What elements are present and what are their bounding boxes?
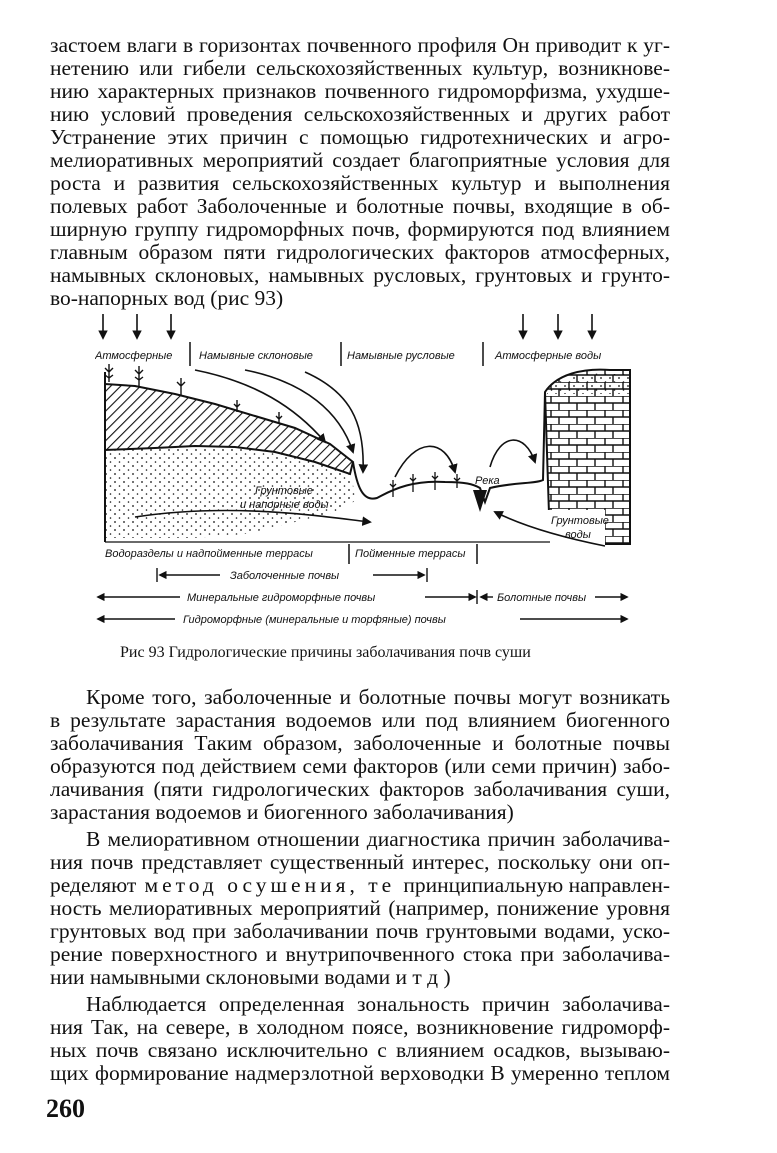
text-fragment: принципиальную направлен-: [403, 873, 670, 897]
emphasized-text: метод осушения, те: [144, 873, 396, 897]
text-line-spaced: [50, 874, 670, 897]
figure-hydrological-causes: [95, 312, 635, 637]
text-line: нии намывными склоновыми водами и т д ): [50, 965, 451, 989]
label-floodplain: Пойменные террасы: [355, 548, 466, 560]
text-line: ширную группу гидроморфных почв, формируются под влиянием: [50, 217, 670, 241]
text-line: рение поверхностного и внутрипочвенного стока при заболачива-: [50, 942, 670, 966]
label-bog-soils: Болотные почвы: [497, 592, 587, 604]
label-channel-wash: Намывные русловые: [347, 350, 455, 362]
ground-surface: [353, 392, 545, 502]
text-line: Устранение этих причин с помощью гидротехнических и агро-: [50, 125, 670, 149]
text-line: Кроме того, заболоченные и болотные почвы могут возникать: [86, 685, 670, 709]
text-line: застоем влаги в горизонтах почвенного профиля Он приводит к уг-: [50, 33, 670, 57]
label-gleyed-soils: Заболоченные почвы: [230, 570, 340, 582]
label-watersheds: Водоразделы и надпойменные террасы: [105, 548, 313, 560]
text-line: В мелиоративном отношении диагностика причин заболачива-: [86, 827, 670, 851]
brick-top-cap: [547, 374, 630, 394]
text-line: полевых работ Заболоченные и болотные почвы, входящие в об-: [50, 194, 670, 218]
text-line: Наблюдается определенная зональность причин заболачива-: [86, 992, 670, 1016]
text-line: заболачивания Таким образом, заболоченные и болотные почвы: [50, 731, 670, 755]
label-river: Река: [475, 475, 500, 487]
text-line: нетению или гибели сельскохозяйственных культур, возникнове-: [50, 56, 670, 80]
figure-caption: Рис 93 Гидрологические причины заболачивания почв суши: [120, 644, 531, 661]
floodplain-plants: [390, 472, 460, 497]
label-ground-pressure-1: Грунтовые: [255, 485, 313, 497]
label-slope-wash: Намывные склоновые: [199, 350, 313, 362]
text-line: зарастания водоемов и биогенного заболачивания): [50, 800, 514, 824]
text-line: ность мелиоративных мероприятий (например, понижение уровня: [50, 896, 670, 920]
text-line: нию условий проведения сельскохозяйственных и других работ: [50, 102, 670, 126]
text-line: лачивания (пяти гидрологических факторов заболачивания суши,: [50, 777, 670, 801]
text-line: намывных склоновых, намывных русловых, грунтовых и грунто-: [50, 263, 670, 287]
text-line: роста и развития сельскохозяйственных культур и выполнения: [50, 171, 670, 195]
rain-arrows-left: [103, 314, 171, 338]
label-ground-right-2: воды: [565, 529, 591, 541]
rain-arrows-right: [523, 314, 592, 338]
text-line: мелиоративных мероприятий создает благоприятные условия для: [50, 148, 670, 172]
channel-arcs: [395, 440, 535, 477]
text-line: грунтовых вод при заболачивании почв грунтовыми водами, уско-: [50, 919, 670, 943]
text-line: образуются под действием семи факторов (или семи причин) забо-: [50, 754, 670, 778]
text-line: главным образом пяти гидрологических факторов атмосферных,: [50, 240, 670, 264]
label-ground-pressure-2: и напорные воды: [240, 499, 329, 511]
text-fragment: ределяют: [50, 873, 137, 897]
label-ground-right-1: Грунтовые: [551, 515, 609, 527]
text-line: ния почв представляет существенный интерес, поскольку они оп-: [50, 850, 670, 874]
text-line: щих формирование надмерзлотной верховодки В умеренно теплом: [50, 1061, 670, 1085]
text-line: во-напорных вод (рис 93): [50, 286, 284, 310]
label-atmospheric-waters: Атмосферные воды: [495, 350, 602, 362]
label-hydromorphic-soils: Гидроморфные (минеральные и торфяные) почвы: [183, 614, 446, 626]
label-mineral-soils: Минеральные гидроморфные почвы: [187, 592, 376, 604]
page-number: 260: [46, 1094, 85, 1123]
text-line: ния Так, на севере, в холодном поясе, возникновение гидроморф-: [50, 1015, 670, 1039]
label-atmospheric: Атмосферные: [95, 350, 173, 362]
text-line: нию характерных признаков почвенного гидроморфизма, ухудше-: [50, 79, 670, 103]
text-line: ных почв связано исключительно с влиянием осадков, вызываю-: [50, 1038, 670, 1062]
text-line: в результате зарастания водоемов или под влиянием биогенного: [50, 708, 670, 732]
